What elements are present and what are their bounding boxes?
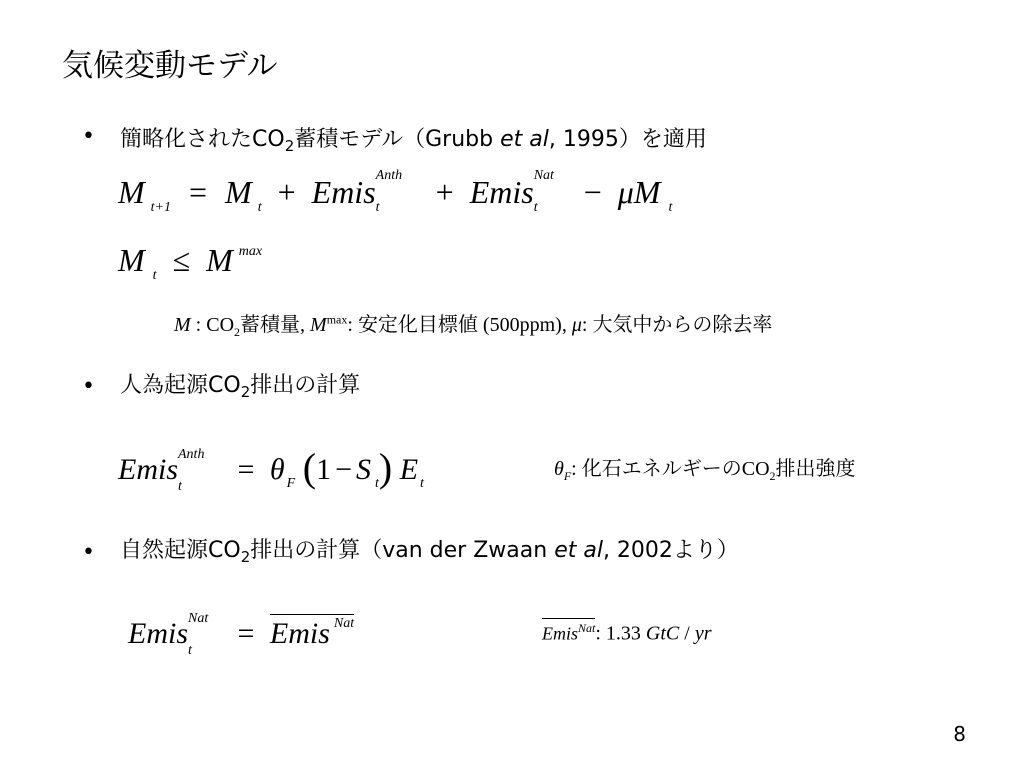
equation-anthropogenic [118,442,424,494]
bullet-3-part-b: 排出の計算（van der Zwaan [250,538,555,563]
bullet-2-dot: • [82,374,95,399]
note1-mu: μ [571,314,582,336]
eq1-sub-t1: t+1 [150,200,171,215]
note2-text: : 化石エネルギーのCO [571,458,770,480]
note2-sub-F: F [563,469,572,483]
note3-unit: GtC [645,622,680,645]
intensity-definition [554,452,856,484]
note3-sup: Nat [578,621,596,635]
eq3-equals: = [237,453,255,486]
bullet-1-sub: 2 [284,137,295,155]
eq1-plus1: + [277,174,296,210]
bullet-1-part-c: , 1995）を適用 [548,127,707,152]
bullet-3-sub: 2 [240,548,251,566]
eq1-equals: = [189,174,208,210]
eq3-emis: Emis [118,453,178,486]
eq1-minus: − [583,174,602,210]
note3-yr: yr [694,622,712,645]
eq1-sup-nat: Nat [533,168,554,183]
eq3-scripts [178,447,222,494]
eq1-M2: M [225,174,252,210]
eq3-E: E [399,453,419,486]
bullet-2-part-a: 人為起源CO [120,373,241,398]
note1-colon3: : [581,314,588,336]
note3-val: 1.33 [605,622,641,645]
eq1-M: M [118,174,145,210]
page-number: 8 [953,722,966,746]
eq3-sub-t: t [178,479,182,494]
eq3-theta: θ [269,453,285,486]
note1-max: max [326,312,348,327]
eq3-sub-F: F [286,476,296,491]
slide-title: 気候変動モデル [62,48,278,84]
eq2-leq: ≤ [172,242,191,278]
eq4-scripts [188,611,222,658]
note1-co: CO [206,314,235,336]
note1-M: M [174,314,191,336]
eq1-mu: μ [617,174,634,210]
note3-mean-emis [542,618,595,646]
eq3-minus: − [335,453,352,486]
eq4-sub-t: t [188,643,192,658]
eq2-sup-max: max [238,244,263,259]
note1-t3: 大気中からの除去率 [592,314,773,336]
eq3-sup-anth: Anth [178,447,205,462]
note3-colon: : [595,622,601,645]
eq4-sup-nat-bar: Nat [333,616,355,631]
bullet-2-part-b: 排出の計算 [250,373,361,398]
eq3-sub-t3: t [420,476,424,491]
eq1-scripts1 [375,168,420,215]
eq1-sub-t-3: t [533,200,538,215]
bullet-1-dot: • [82,124,95,149]
note1-colon1: : [195,314,202,336]
note2-theta: θ [554,458,564,480]
bullet-3-part-c: , 2002より） [602,538,739,563]
variable-definitions [174,308,772,340]
note2-text-b: 排出強度 [775,458,856,480]
bullet-1-italic: et al [500,127,549,152]
eq1-M3: M [633,174,661,210]
eq1-sub-t-4: t [668,200,673,215]
note3-emis: Emis [542,623,578,644]
note1-colon2: : [347,314,353,336]
bullet-1-part-a: 簡略化されたCO [120,127,285,152]
eq2-M2: M [206,242,233,278]
note3-slash: / [684,622,690,645]
equation-natural [128,611,355,658]
natural-emission-value [542,618,711,646]
eq3-S: S [355,453,371,486]
note2-sub2: 2 [769,469,776,483]
eq1-emis2: Emis [469,174,534,210]
bullet-3-dot: • [82,540,95,565]
eq1-sup-anth: Anth [375,168,403,183]
eq1-sub-t-2: t [375,200,380,215]
eq1-plus2: + [435,174,454,210]
eq4-emis-bar: Emis [269,617,330,650]
eq1-emis1: Emis [311,174,376,210]
eq3-one: 1 [316,453,332,486]
eq4-sup-nat: Nat [188,611,209,626]
bullet-3-text [120,533,739,564]
equation-accumulation [118,168,673,215]
eq3-sub-t2: t [374,476,379,491]
note1-M2: M [310,314,327,336]
eq2-sub-t: t [152,268,157,283]
eq3-lparen: ( [302,445,317,490]
eq1-sub-t: t [257,200,262,215]
equation-constraint [118,242,263,283]
eq4-emis: Emis [128,617,188,650]
eq3-rparen: ) [378,445,393,490]
bullet-2-sub: 2 [240,383,251,401]
eq4-equals: = [237,617,255,650]
bullet-3-italic: et al [554,538,603,563]
bullet-2-text [120,368,360,399]
eq2-M: M [118,242,145,278]
note1-sub2: 2 [234,325,241,339]
bullet-3-part-a: 自然起源CO [120,538,241,563]
bullet-1-part-b: 蓄積モデル（Grubb [294,127,501,152]
eq4-mean-emis [270,614,354,651]
note1-t1: 蓄積量, [240,314,306,336]
eq1-scripts2 [533,168,568,215]
note1-t2: 安定化目標値 (500ppm), [357,314,567,336]
bullet-1-text [120,122,707,153]
